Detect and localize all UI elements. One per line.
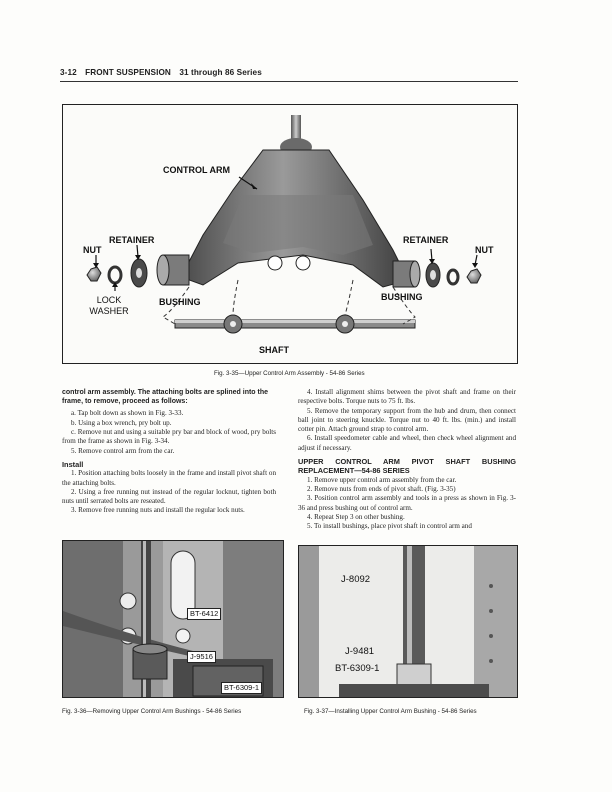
figure-3-35 — [62, 104, 518, 364]
list-item: 3. Position control arm assembly and tools in a press as shown in Fig. 3-36 and press bushing out of control arm. — [298, 494, 516, 512]
list-item: 4. Repeat Step 3 on other bushing. — [307, 513, 405, 522]
figure-3-35-caption: Fig. 3-35—Upper Control Arm Assembly - 54-86 Series — [214, 370, 365, 377]
left-column-lead: control arm assembly. The attaching bolts are splined into the frame, to remove, proceed as follows: — [62, 389, 269, 406]
label-retainer-left: RETAINER — [109, 235, 155, 245]
list-item: 2. Remove nuts from ends of pivot shaft. (Fig. 3-35) — [307, 485, 456, 494]
left-column — [62, 388, 276, 516]
list-item: 6. Install speedometer cable and wheel, then check wheel alignment and adjust if necessary. — [298, 434, 516, 452]
arm-hole-right — [296, 256, 310, 270]
right-column — [298, 388, 516, 532]
label-nut-right: NUT — [475, 245, 494, 255]
nut-left-shape — [87, 267, 101, 281]
label-bushing-right: BUSHING — [381, 292, 423, 302]
tool-tag-bt-6309-1: BT-6309-1 — [221, 682, 262, 694]
list-item: b. Using a box wrench, pry bolt up. — [71, 418, 172, 427]
label-retainer-right: RETAINER — [403, 235, 449, 245]
page-number: 3-12 — [60, 68, 77, 77]
tool-tag-bt-6412: BT-6412 — [187, 608, 221, 620]
tool-label-j-8092: J-8092 — [341, 574, 371, 585]
list-item: 1. Position attaching bolts loosely in the frame and install pivot shaft on the attaching bolts. — [62, 469, 276, 487]
washer-right-shape — [448, 270, 458, 284]
figure-3-36-photo — [62, 540, 284, 698]
list-item: 2. Using a free running nut instead of the regular locknut, tighten both nuts until serrated bolts are reseated. — [62, 487, 276, 506]
figure-3-36-caption: Fig. 3-36—Removing Upper Control Arm Bushings - 54-86 Series — [62, 708, 242, 715]
figure-3-37-caption: Fig. 3-37—Installing Upper Control Arm Bushing - 54-86 Series — [304, 708, 477, 715]
section-title: FRONT SUSPENSION — [85, 68, 171, 77]
press-photo-left — [63, 541, 284, 698]
list-item: 1. Remove upper control arm assembly from the car. — [307, 475, 457, 484]
label-shaft: SHAFT — [259, 345, 289, 355]
series-range: 31 through 86 Series — [179, 68, 262, 77]
header-rule — [60, 81, 518, 82]
list-item: 5. Remove control arm from the car. — [71, 446, 175, 455]
label-bushing-left: BUSHING — [159, 297, 201, 307]
install-heading: Install — [62, 459, 84, 469]
running-header — [60, 68, 518, 82]
label-control-arm: CONTROL ARM — [163, 165, 230, 175]
list-item: 5. To install bushings, place pivot shaft in control arm and — [307, 522, 472, 531]
figure-3-37-photo — [298, 545, 518, 698]
tool-label-bt-6309-1: BT-6309-1 — [335, 663, 380, 674]
press-photo-right — [299, 546, 518, 698]
nut-right-shape — [467, 269, 481, 283]
label-lock-washer: LOCK WASHER — [89, 295, 129, 316]
list-item: 5. Remove the temporary support from the hub and drum, then connect ball joint to steering knuckle. Torque nut to 40 ft. lbs. (min.) and install cotter pin. Attach ground strap to control arm. — [298, 406, 516, 434]
lock-washer-shape — [109, 267, 121, 283]
arm-hole-left — [268, 256, 282, 270]
label-nut-left: NUT — [83, 245, 102, 255]
bushing-replacement-heading: UPPER CONTROL ARM PIVOT SHAFT BUSHING REPLACEMENT—54-86 SERIES — [298, 457, 516, 476]
list-item: 4. Install alignment shims between the pivot shaft and frame on their respective bolts. Torque nuts to 75 ft. lbs. — [298, 388, 516, 406]
list-item: c. Remove nut and using a suitable pry bar and block of wood, pry bolts from the frame as shown in Fig. 3-34. — [62, 428, 276, 446]
list-item: a. Tap bolt down as shown in Fig. 3-33. — [71, 409, 184, 418]
tool-label-j-9481: J-9481 — [345, 646, 375, 657]
tool-tag-j-9516: J-9516 — [187, 651, 216, 663]
list-item: 3. Remove free running nuts and install the regular lock nuts. — [71, 506, 245, 515]
